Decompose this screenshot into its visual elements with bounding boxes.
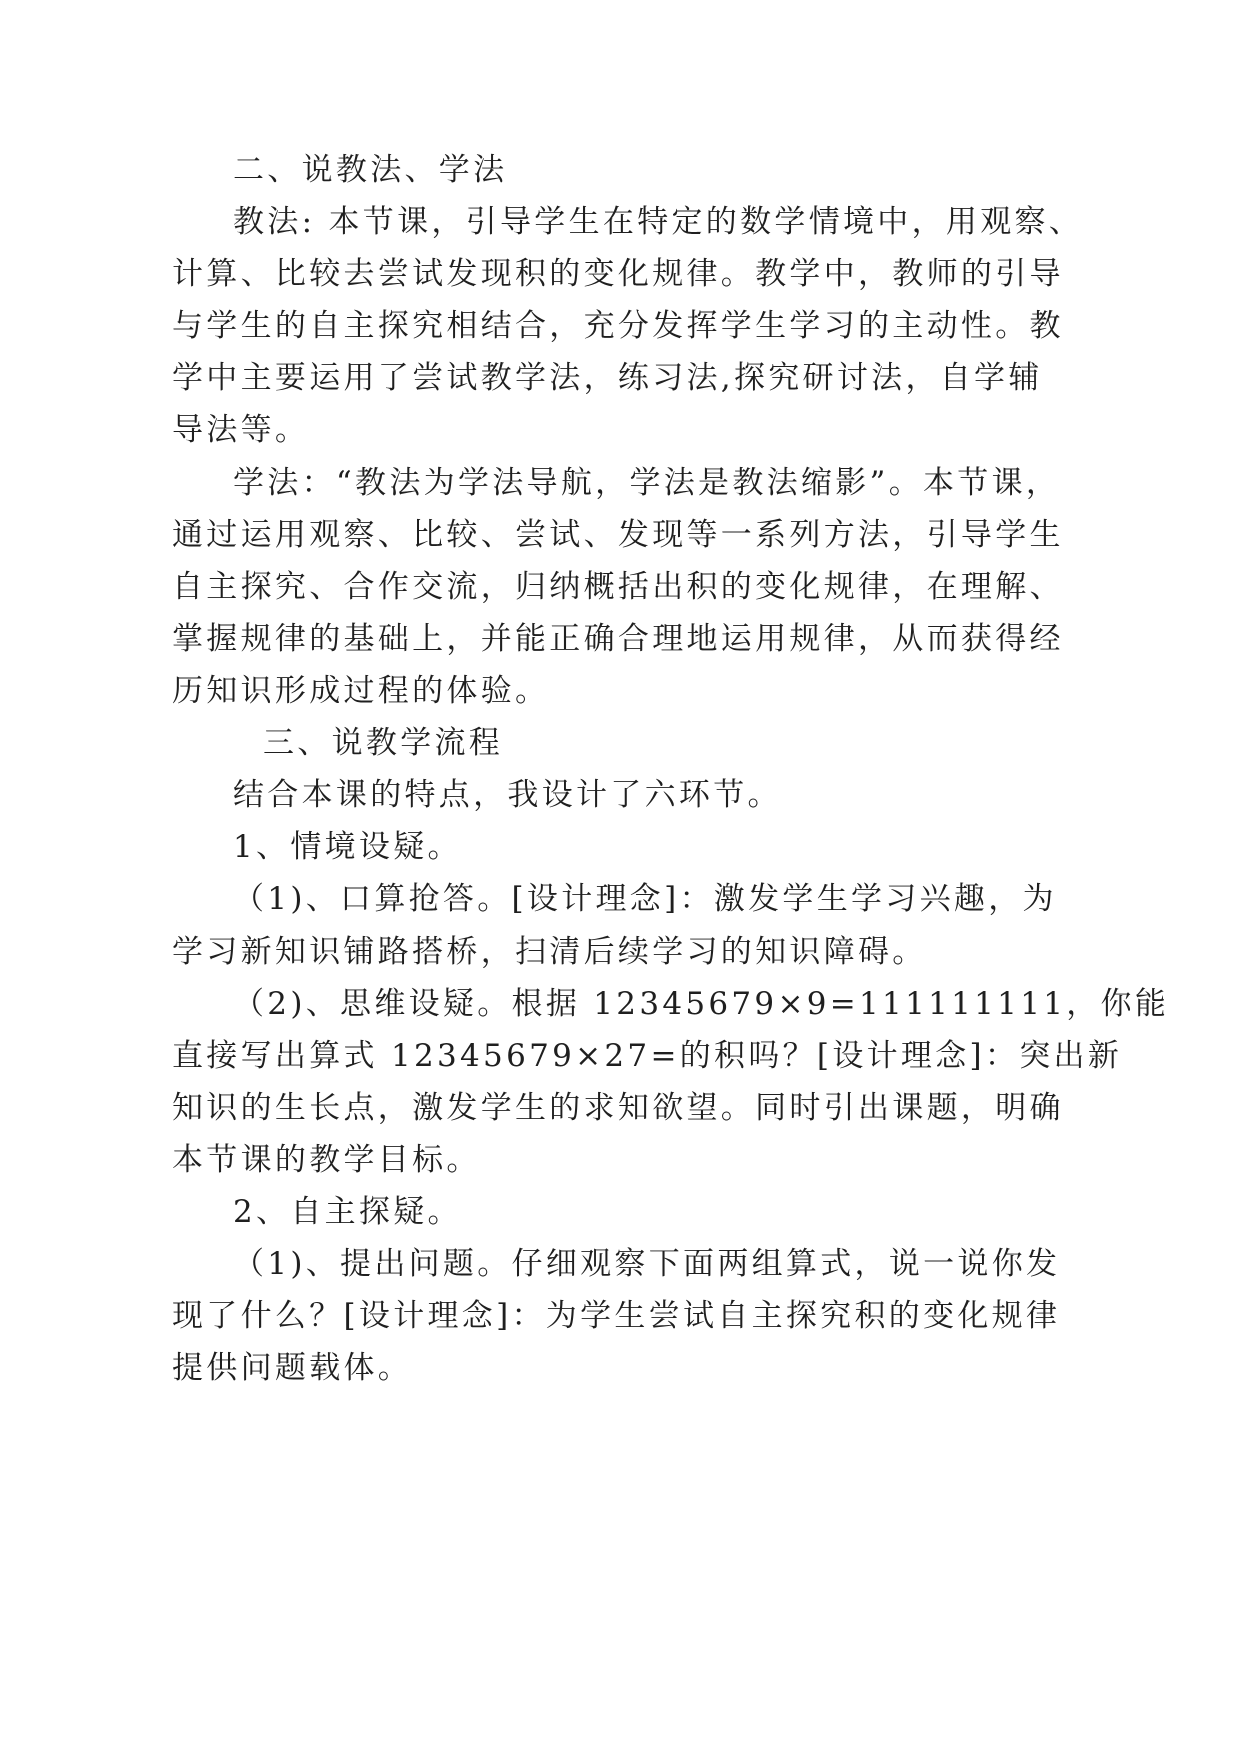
text-line: 知识的生长点，激发学生的求知欲望。同时引出课题，明确 xyxy=(172,1090,1064,1126)
step-heading-1: 1、情境设疑。 xyxy=(233,829,462,865)
text-line: 现了什么？[设计理念]：为学生尝试自主探究积的变化规律 xyxy=(172,1298,1061,1334)
text-line: 学中主要运用了尝试教学法，练习法,探究研讨法，自学辅 xyxy=(172,360,1043,396)
text-line: 导法等。 xyxy=(172,412,310,448)
text-line: （1)、口算抢答。[设计理念]：激发学生学习兴趣，为 xyxy=(233,881,1057,917)
text-line: （2)、思维设疑。根据 12345679×9=111111111，你能 xyxy=(233,986,1170,1022)
text-line: 掌握规律的基础上，并能正确合理地运用规律，从而获得经 xyxy=(172,621,1064,657)
text-line: 历知识形成过程的体验。 xyxy=(172,673,550,709)
text-line: 提供问题载体。 xyxy=(172,1350,413,1386)
text-line: （1)、提出问题。仔细观察下面两组算式，说一说你发 xyxy=(233,1246,1061,1282)
text-line: 自主探究、合作交流，归纳概括出积的变化规律，在理解、 xyxy=(172,569,1064,605)
text-line: 通过运用观察、比较、尝试、发现等一系列方法，引导学生 xyxy=(172,517,1064,553)
text-line: 本节课的教学目标。 xyxy=(172,1142,481,1178)
text-line: 计算、比较去尝试发现积的变化规律。教学中，教师的引导 xyxy=(172,256,1064,292)
text-line: 结合本课的特点，我设计了六环节。 xyxy=(233,777,782,813)
text-line: 直接写出算式 12345679×27=的积吗？[设计理念]：突出新 xyxy=(172,1038,1123,1074)
section-heading-flow: 三、说教学流程 xyxy=(263,725,504,761)
text-line: 与学生的自主探究相结合，充分发挥学生学习的主动性。教 xyxy=(172,308,1064,344)
text-line: 教法: 本节课，引导学生在特定的数学情境中，用观察、 xyxy=(233,204,1084,240)
section-heading-methods: 二、说教法、学法 xyxy=(233,152,508,188)
step-heading-2: 2、自主探疑。 xyxy=(233,1194,462,1230)
text-line: 学法：“教法为学法导航，学法是教法缩影”。本节课， xyxy=(233,465,1061,501)
text-line: 学习新知识铺路搭桥，扫清后续学习的知识障碍。 xyxy=(172,934,927,970)
